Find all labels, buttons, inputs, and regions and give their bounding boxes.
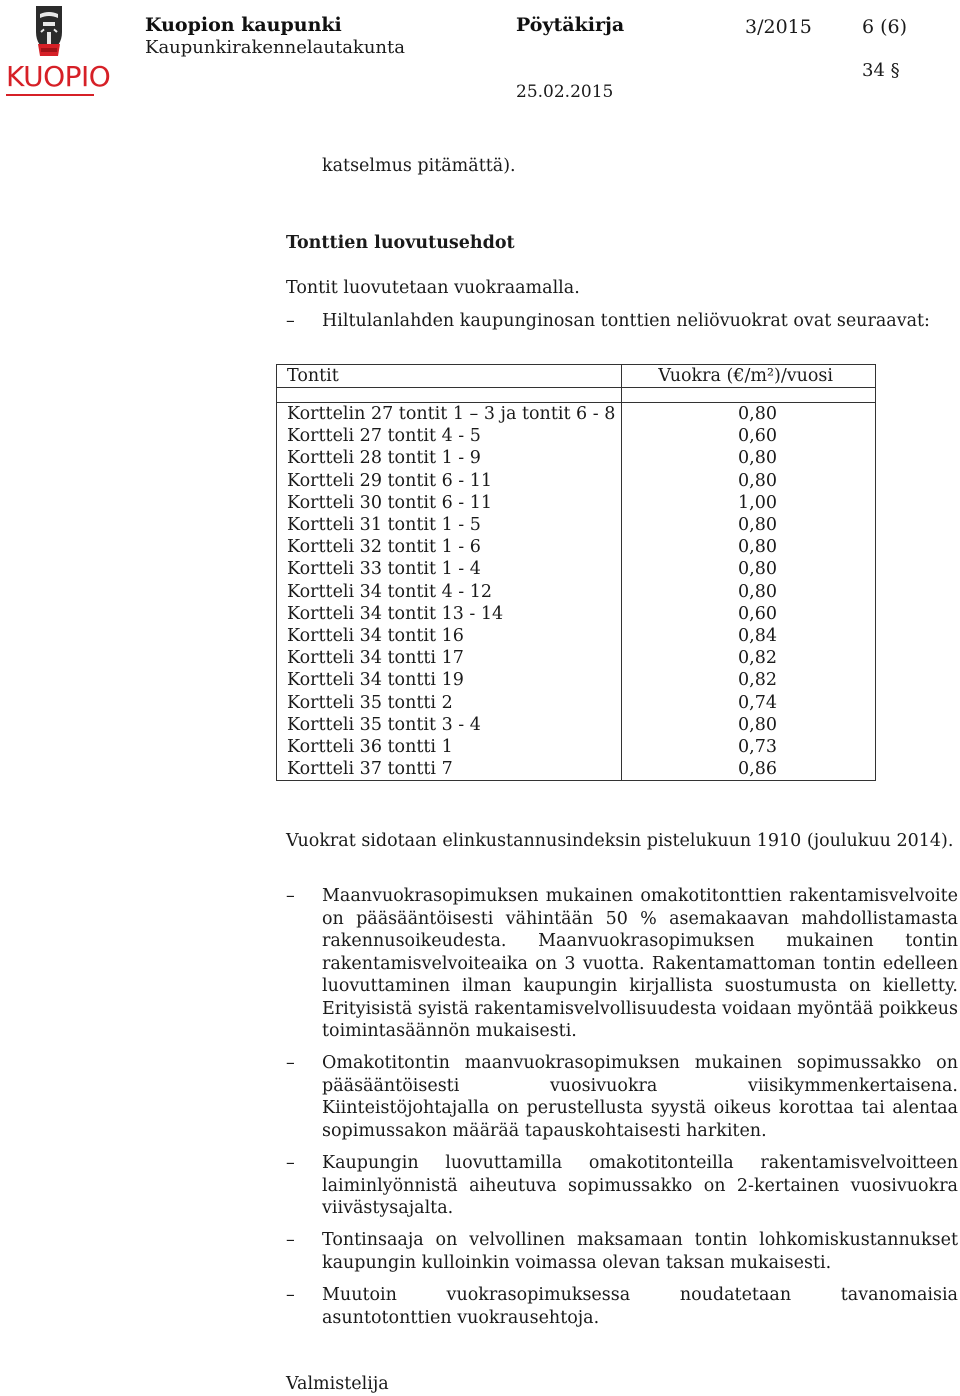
rent-cell: 0,84 [621,625,875,647]
org-name: Kuopion kaupunki [145,14,342,36]
continued-text: katselmus pitämättä). [322,156,516,176]
rent-cell: 0,80 [621,558,875,580]
plot-cell: Kortteli 34 tontti 17 [277,647,622,669]
rent-cell: 0,80 [621,447,875,469]
condition-text: Muutoin vuokrasopimuksessa noudatetaan tavanomaisia asuntotonttien vuokrausehtoja. [322,1285,958,1328]
plot-cell: Kortteli 35 tontit 3 - 4 [277,714,622,736]
kuopio-logo [3,2,111,98]
rent-cell: 0,86 [621,758,875,781]
rent-cell: 0,60 [621,603,875,625]
table-row [277,736,876,758]
table-row [277,581,876,603]
board-name: Kaupunkirakennelautakunta [145,37,405,58]
table-row [277,536,876,558]
rent-cell: 0,80 [621,403,875,426]
table-header-row [277,365,876,388]
dash-bullet: – [286,1230,295,1250]
plot-cell: Kortteli 33 tontit 1 - 4 [277,558,622,580]
table-row [277,647,876,669]
rent-cell: 0,73 [621,736,875,758]
logo-underline [6,94,94,96]
plot-cell: Kortteli 34 tontit 16 [277,625,622,647]
plot-cell: Kortteli 28 tontit 1 - 9 [277,447,622,469]
rent-cell: 0,82 [621,669,875,691]
document-type: Pöytäkirja [516,14,625,36]
page-number: 6 (6) [862,16,908,38]
table-row [277,691,876,713]
rent-table [276,364,876,781]
table-row [277,492,876,514]
rent-cell: 0,80 [621,536,875,558]
table-row [277,558,876,580]
dash-bullet: – [286,886,295,906]
table-row [277,403,876,426]
table-row [277,447,876,469]
dash-bullet: – [286,1285,295,1305]
plot-cell: Kortteli 34 tontit 4 - 12 [277,581,622,603]
plot-cell: Kortteli 34 tontti 19 [277,669,622,691]
section-number: 34 § [862,60,900,81]
table-body [277,403,876,781]
rates-intro-dash: – [286,311,295,331]
dash-bullet: – [286,1053,295,1073]
table-row [277,669,876,691]
column-header-plots: Tontit [277,365,622,388]
plot-cell: Kortteli 29 tontit 6 - 11 [277,470,622,492]
rent-cell: 0,80 [621,514,875,536]
rent-cell: 0,82 [621,647,875,669]
table-row [277,425,876,447]
document-number: 3/2015 [745,16,812,38]
dash-bullet: – [286,1153,295,1173]
section-heading: Tonttien luovutusehdot [286,233,515,253]
table-row [277,758,876,781]
rent-cell: 0,80 [621,470,875,492]
condition-text: Omakotitontin maanvuokrasopimuksen mukainen sopimussakko on pääsääntöisesti vuosivuokra viisikymmenkertaisena. Kiinteistöjohtajalla on perustellusta syystä oikeus korottaa tai alentaa sopimussakon määrää tapauskohtaisesti harkiten. [322,1053,958,1141]
table-row [277,714,876,736]
rates-intro: Hiltulanlahden kaupunginosan tonttien neliövuokrat ovat seuraavat: [322,311,930,331]
column-header-rent: Vuokra (€/m²)/vuosi [621,365,875,388]
condition-text: Kaupungin luovuttamilla omakotitonteilla rakentamisvelvoitteen laiminlyönnistä aiheutuva sopimussakko on 2-kertainen vuosivuokra viivästysajalta. [322,1153,958,1218]
rent-cell: 0,60 [621,425,875,447]
logo-wordmark: KUOPIO [6,60,111,93]
table-row [277,603,876,625]
condition-text: Tontinsaaja on velvollinen maksamaan tontin lohkomiskustannukset kaupungin kulloinkin voimassa olevan taksan mukaisesti. [322,1230,958,1273]
table-row [277,625,876,647]
condition-text: Maanvuokrasopimuksen mukainen omakotitonttien rakentamisvelvoite on pääsääntöisesti vähintään 50 % asemakaavan mahdollistamasta rakennusoikeudesta. Maanvuokrasopimuksen mukainen tontin rakentamisvelvoiteaika on 3 vuotta. Rakentamattoman tontin edelleen luovuttaminen ilman kaupungin kirjallista suostumusta on kielletty. Erityisistä syistä rakentamisvelvollisuudesta voidaan myöntää poikkeus toimintasäännön mukaisesti. [322,886,958,1041]
index-note: Vuokrat sidotaan elinkustannusindeksin pistelukuun 1910 (joulukuu 2014). [286,831,954,851]
rent-cell: 1,00 [621,492,875,514]
table-row [277,514,876,536]
preparer-label: Valmistelija [286,1374,389,1394]
table-spacer-row [277,388,876,403]
rent-cell: 0,80 [621,714,875,736]
plot-cell: Kortteli 27 tontit 4 - 5 [277,425,622,447]
plot-cell: Kortteli 30 tontit 6 - 11 [277,492,622,514]
table-row [277,470,876,492]
rent-cell: 0,80 [621,581,875,603]
plot-cell: Kortteli 32 tontit 1 - 6 [277,536,622,558]
plot-cell: Kortteli 35 tontti 2 [277,691,622,713]
meeting-date: 25.02.2015 [516,82,614,102]
plot-cell: Korttelin 27 tontit 1 – 3 ja tontit 6 - 8 [277,403,622,426]
rent-cell: 0,74 [621,691,875,713]
plot-cell: Kortteli 36 tontti 1 [277,736,622,758]
plot-cell: Kortteli 31 tontit 1 - 5 [277,514,622,536]
lease-sentence: Tontit luovutetaan vuokraamalla. [286,278,580,298]
plot-cell: Kortteli 34 tontit 13 - 14 [277,603,622,625]
plot-cell: Kortteli 37 tontti 7 [277,758,622,781]
